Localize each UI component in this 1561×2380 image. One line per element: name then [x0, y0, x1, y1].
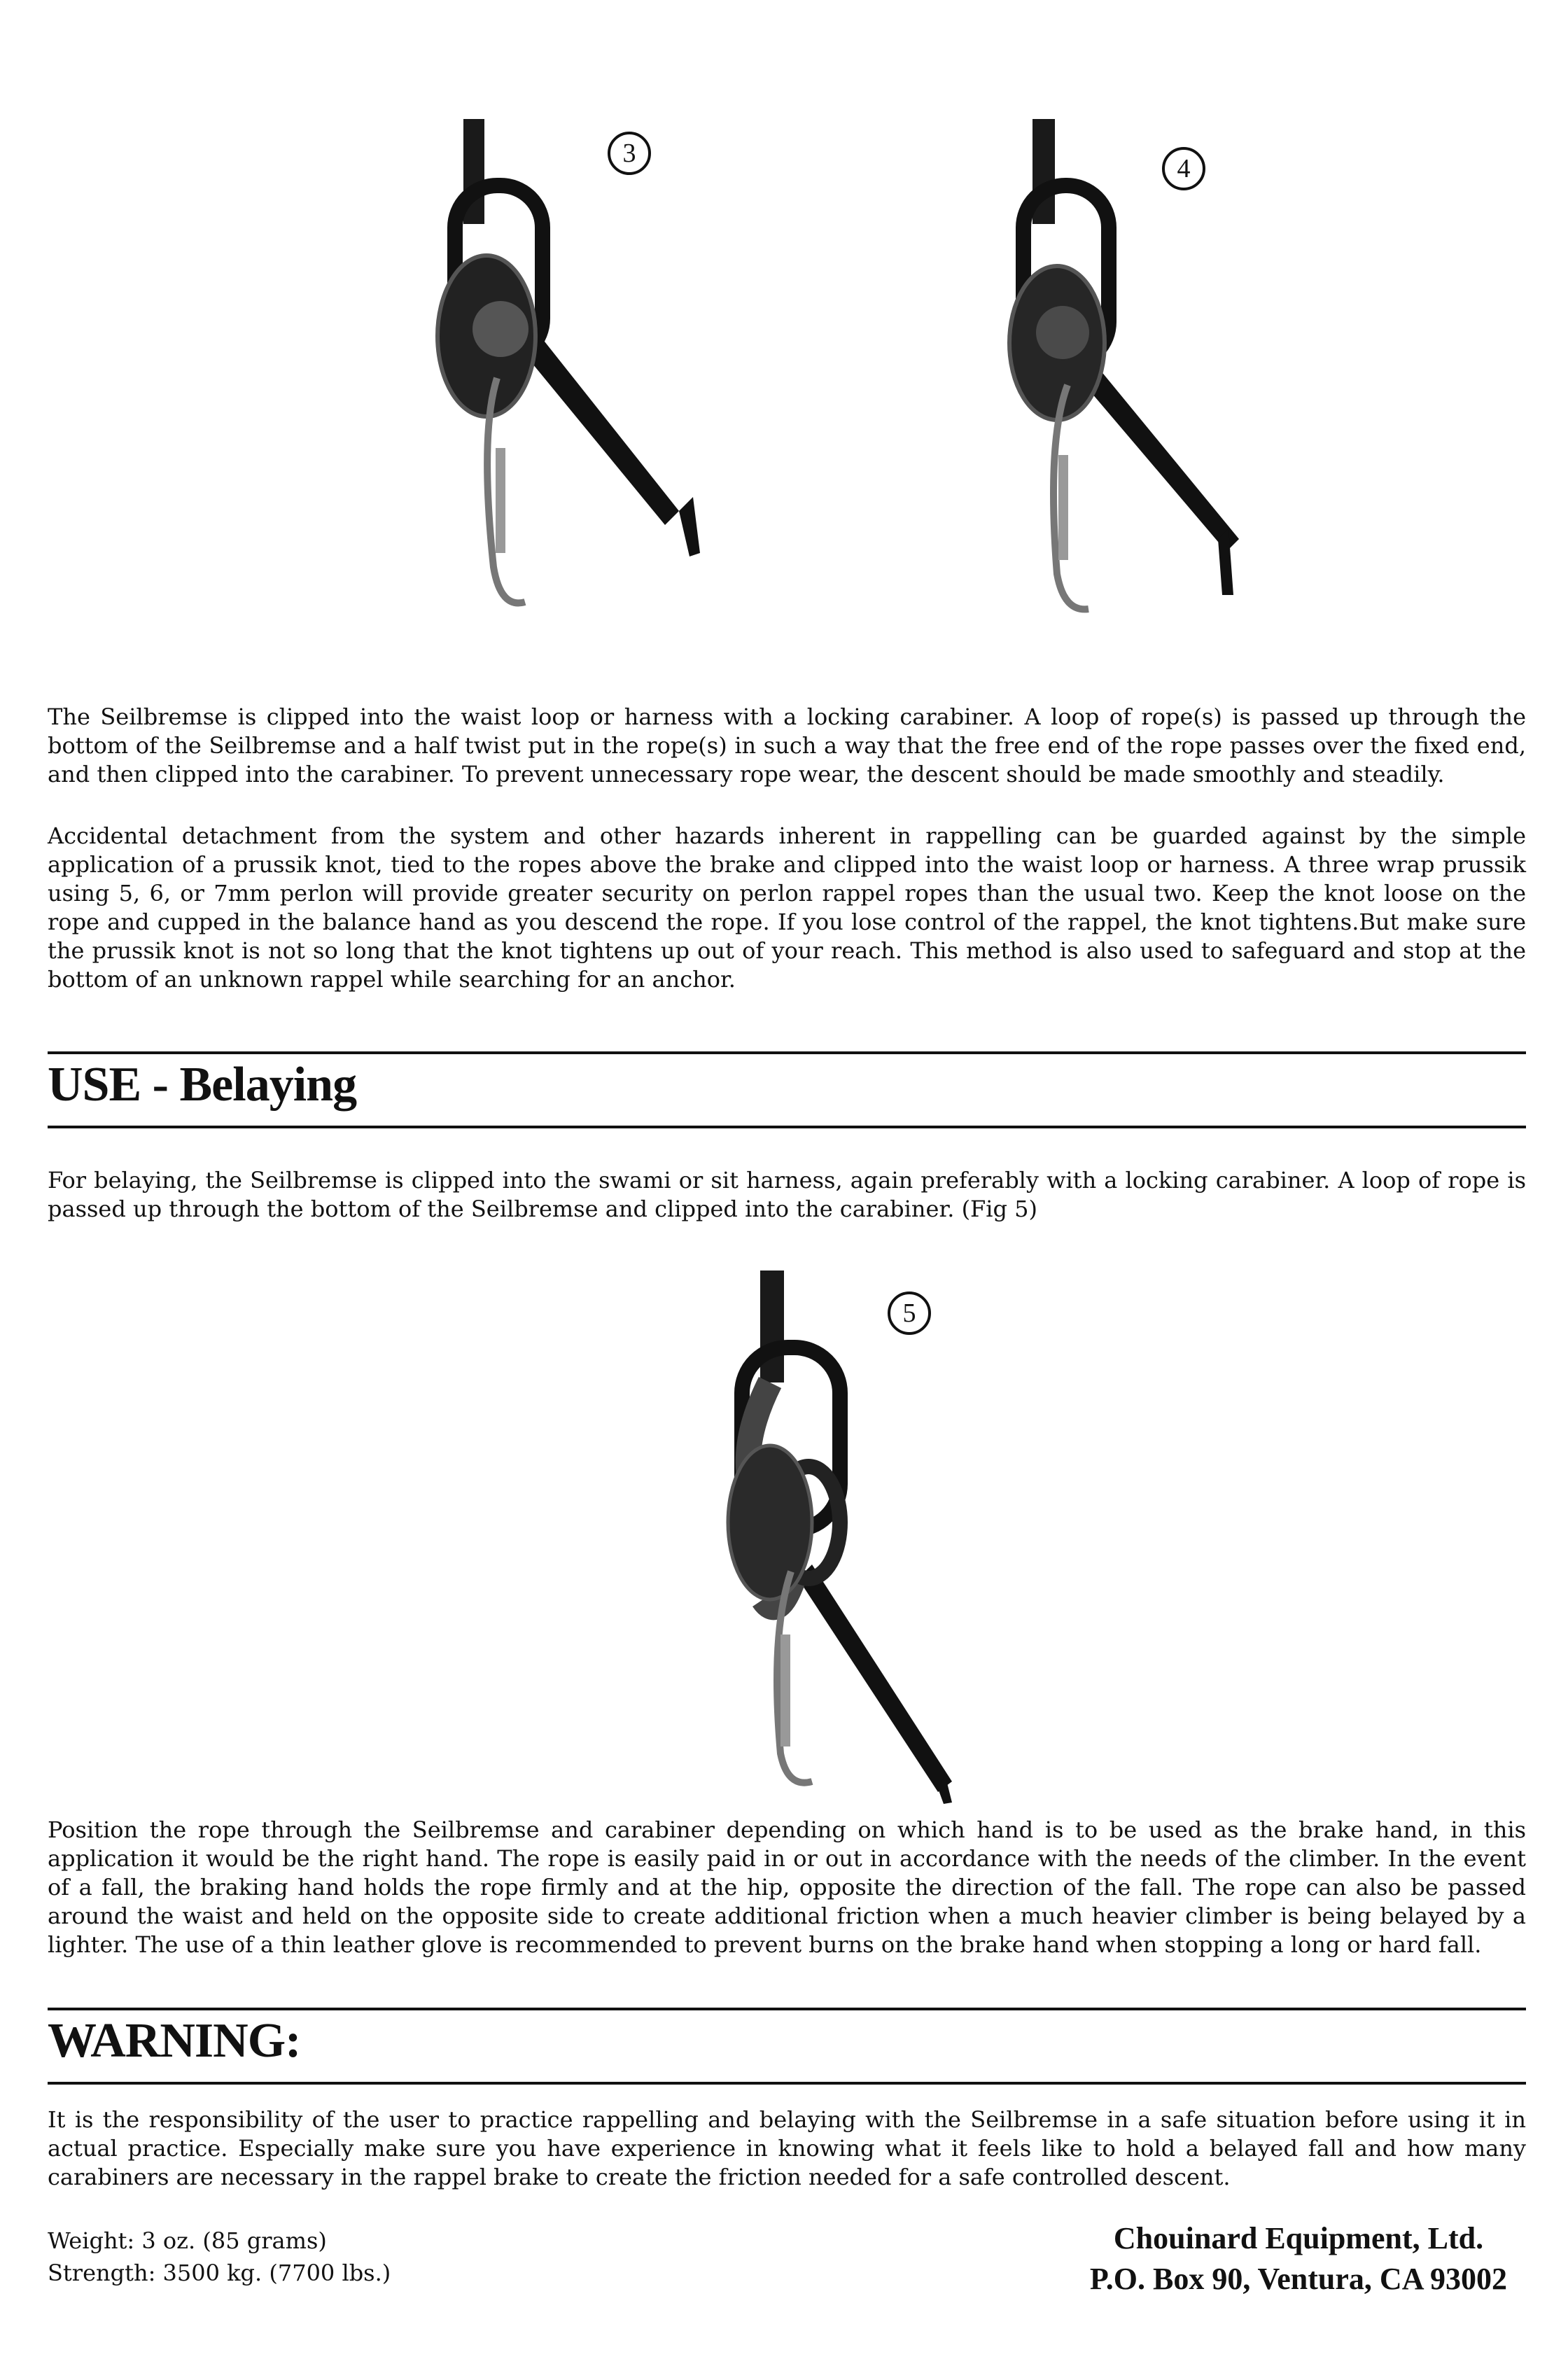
weight-spec: Weight: 3 oz. (85 grams): [48, 2227, 327, 2254]
company-name: Chouinard Equipment, Ltd.: [1113, 2221, 1484, 2255]
warning-top-rule: [48, 2008, 1526, 2010]
figure-5-label: 5: [888, 1292, 931, 1335]
seilbremse-rappel-twist-photo-icon: [1009, 119, 1239, 609]
figure-3-label: 3: [608, 132, 651, 175]
figure-4-label: 4: [1162, 147, 1205, 190]
figure-3-photo: [413, 119, 707, 623]
warning-heading: WARNING:: [48, 2014, 301, 2068]
seilbremse-rappel-photo-icon: [438, 119, 700, 603]
figure-4-photo: [980, 119, 1274, 623]
belaying-heading: USE - Belaying: [48, 1058, 357, 1112]
belaying-top-rule: [48, 1051, 1526, 1054]
rappel-instructions-paragraph: The Seilbremse is clipped into the waist loop or harness with a locking carabiner. A loop of rope(s) is passed up through the bottom of the Seilbremse and a half twist put in the rope(s) in such a way that the free end of the rope passes over the fixed end, and then clipped into the carabiner. To prevent unnecessary rope wear, the descent should be made smoothly and steadily.: [48, 704, 1526, 788]
strength-spec: Strength: 3500 kg. (7700 lbs.): [48, 2260, 391, 2286]
belaying-bottom-rule: [48, 1126, 1526, 1128]
warning-paragraph: It is the responsibility of the user to practice rappelling and belaying with the Seilbremse in a safe situation before using it in actual practice. Especially make sure you have experience in knowing what it feels like to hold a belayed fall and how many carabiners are necessary in the rappel brake to create the friction needed for a safe controlled descent.: [48, 2106, 1526, 2190]
warning-bottom-rule: [48, 2082, 1526, 2085]
prussik-safety-paragraph: Accidental detachment from the system and other hazards inherent in rappelling can be guarded against by the simple application of a prussik knot, tied to the ropes above the brake and clipped into the waist loop or harness. A three wrap prussik using 5, 6, or 7mm perlon will provide greater security on perlon rappel ropes than the usual two. Keep the knot loose on the rope and cupped in the balance hand as you descend the rope. If you lose control of the rappel, the knot tightens.But make sure the prussik knot is not so long that the knot tightens up out of your reach. This method is also used to safeguard and stop at the bottom of an unknown rappel while searching for an anchor.: [48, 822, 1526, 993]
belaying-technique-paragraph: Position the rope through the Seilbremse and carabiner depending on which hand is to be used as the brake hand, in this application it would be the right hand. The rope is easily paid in or out in accordance with the needs of the climber. In the event of a fall, the braking hand holds the rope firmly and at the hip, opposite the direction of the fall. The rope can also be passed around the waist and held on the opposite side to create additional friction when a much heavier climber is being belayed by a lighter. The use of a thin leather glove is recommended to prevent burns on the brake hand when stopping a long or hard fall.: [48, 1816, 1526, 1958]
figure-5-photo: [707, 1270, 987, 1809]
belaying-setup-paragraph: For belaying, the Seilbremse is clipped into the swami or sit harness, again preferably with a locking carabiner. A loop of rope is passed up through the bottom of the Seilbremse and clipped into the carabiner. (Fig 5): [48, 1167, 1526, 1222]
company-address: P.O. Box 90, Ventura, CA 93002: [1089, 2262, 1508, 2296]
seilbremse-belay-photo-icon: [728, 1270, 952, 1804]
